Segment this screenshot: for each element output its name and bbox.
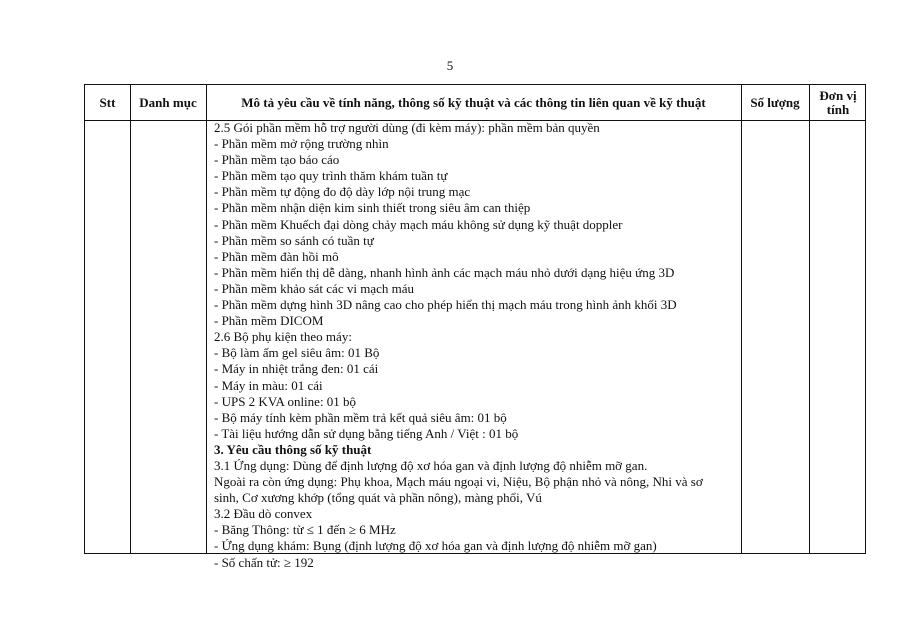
column-divider — [206, 85, 207, 553]
description-line: - Phần mềm so sánh có tuần tự — [214, 232, 374, 248]
description-line: - Phần mềm tự động đo độ dày lớp nội trung mạc — [214, 184, 471, 200]
description-line: - Bộ làm ấm gel siêu âm: 01 Bộ — [214, 345, 380, 361]
description-line: 3.2 Đầu dò convex — [214, 506, 313, 522]
page-number: 5 — [446, 58, 454, 73]
description-line: 2.6 Bộ phụ kiện theo máy: — [214, 329, 352, 345]
description-line: 3. Yêu cầu thông số kỹ thuật — [214, 441, 372, 457]
description-line: - Máy in nhiệt trắng đen: 01 cái — [214, 361, 379, 377]
description-line: - Phần mềm Khuếch đại dòng chảy mạch máu không sử dụng kỹ thuật doppler — [214, 216, 623, 232]
column-divider — [741, 85, 742, 553]
description-line: - Phần mềm tạo báo cáo — [214, 152, 340, 168]
description-line: - Phần mềm tạo quy trình thăm khám tuần tự — [214, 168, 448, 184]
description-line: - UPS 2 KVA online: 01 bộ — [214, 393, 357, 409]
description-line: - Phần mềm dựng hình 3D nâng cao cho phép hiển thị mạch máu trong hình ảnh khối 3D — [214, 297, 677, 313]
description-line: - Băng Thông: từ ≤ 1 đến ≥ 6 MHz — [214, 522, 396, 538]
description-line: - Phần mềm hiển thị dễ dàng, nhanh hình ảnh các mạch máu nhỏ dưới dạng hiệu ứng 3D — [214, 264, 675, 280]
description-cell — [214, 120, 738, 571]
description-line: - Bộ máy tính kèm phần mềm trả kết quả siêu âm: 01 bộ — [214, 409, 507, 425]
description-line: Ngoài ra còn ứng dụng: Phụ khoa, Mạch máu ngoại vi, Niệu, Bộ phận nhỏ và nông, Nhi và sơ — [214, 474, 703, 490]
description-line: 3.1 Ứng dụng: Dùng để định lượng độ xơ hóa gan và định lượng độ nhiễm mỡ gan. — [214, 457, 648, 473]
description-line: - Phần mềm nhận diện kim sinh thiết trong siêu âm can thiệp — [214, 200, 531, 216]
column-divider — [809, 85, 810, 553]
header-quantity: Số lượng — [750, 94, 800, 110]
description-line: - Máy in màu: 01 cái — [214, 377, 323, 393]
header-stt: Stt — [99, 94, 116, 110]
description-line: - Phần mềm mở rộng trường nhìn — [214, 136, 389, 152]
description-line: - Ứng dụng khám: Bụng (định lượng độ xơ hóa gan và định lượng độ nhiễm mỡ gan) — [214, 538, 657, 554]
description-line: - Phần mềm đàn hồi mô — [214, 248, 339, 264]
description-line: - Số chấn tử: ≥ 192 — [214, 554, 314, 570]
header-danh-muc: Danh mục — [139, 94, 197, 110]
column-divider — [130, 85, 131, 553]
header-description: Mô tả yêu cầu về tính năng, thông số kỹ thuật và các thông tin liên quan về kỹ thuật — [241, 94, 706, 110]
description-line: - Tài liệu hướng dẫn sử dụng bằng tiếng Anh / Việt : 01 bộ — [214, 425, 519, 441]
header-unit: Đơn vị tính — [819, 87, 857, 117]
description-line: sinh, Cơ xương khớp (tổng quát và phần nông), màng phổi, Vú — [214, 490, 542, 506]
description-line: - Phần mềm DICOM — [214, 313, 324, 329]
description-line: 2.5 Gói phần mềm hỗ trợ người dùng (đi kèm máy): phần mềm bản quyền — [214, 120, 600, 135]
description-line: - Phần mềm khảo sát các vi mạch máu — [214, 280, 414, 296]
specification-table — [84, 84, 866, 570]
